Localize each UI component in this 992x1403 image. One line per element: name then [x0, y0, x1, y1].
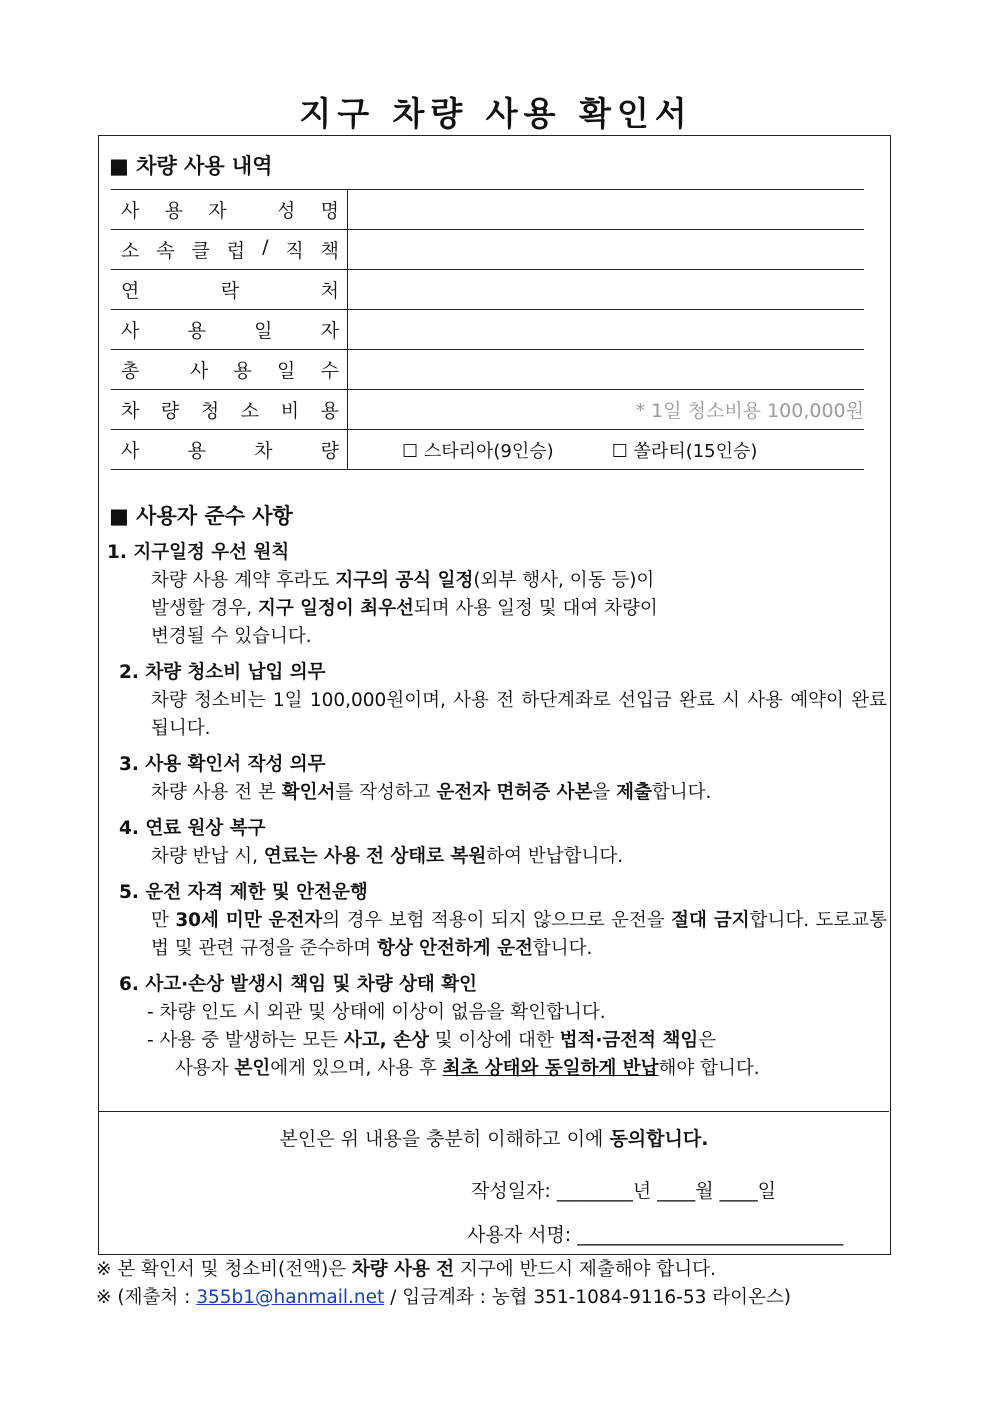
label-char: 용 — [320, 400, 339, 422]
usage-row-value[interactable] — [348, 350, 865, 390]
rule-text: 발생할 경우, — [151, 598, 258, 619]
usage-row — [111, 430, 864, 470]
rule-text: 하여 반납합니다. — [486, 846, 624, 867]
usage-row-label — [111, 190, 348, 230]
footer-text: 지구에 반드시 제출해야 합니다. — [454, 1259, 716, 1280]
rule-text: 사용자 — [175, 1058, 235, 1079]
rule-text-bold: 항상 안전하게 운전 — [377, 938, 533, 959]
rule-body — [151, 843, 887, 871]
cleaning-fee-field[interactable]: * 1일 청소비용 100,000원 — [348, 390, 865, 430]
label-char: 소 — [240, 400, 260, 422]
usage-row — [111, 390, 864, 430]
vehicle-options — [348, 437, 864, 463]
rule-text: - 차량 인도 시 외관 및 상태에 이상이 없음을 확인합니다. — [147, 1002, 606, 1023]
label-char: 사 — [121, 440, 140, 462]
label-char: 차 — [121, 400, 140, 422]
rule-text: 및 이상에 대한 — [428, 1030, 560, 1051]
footer-text: ※ 본 확인서 및 청소비(전액)은 — [96, 1259, 352, 1280]
usage-row-value[interactable] — [348, 230, 865, 270]
usage-row — [111, 350, 864, 390]
usage-row — [111, 190, 864, 230]
footer-text: / 입금계좌 : — [384, 1287, 492, 1308]
agreement-text-bold: 동의합니다. — [609, 1128, 709, 1150]
label-chars — [121, 316, 339, 343]
rule-body — [151, 779, 887, 807]
label-char: 차 — [254, 440, 273, 462]
label-char: 용 — [164, 200, 183, 222]
usage-row-value[interactable] — [348, 270, 865, 310]
agreement-text — [99, 1124, 889, 1151]
usage-row-label — [111, 230, 348, 270]
vehicle-checkbox-option[interactable]: ☐ 쏠라티(15인승) — [611, 440, 758, 462]
usage-row — [111, 310, 864, 350]
label-char: 직 — [285, 240, 304, 262]
label-char: 자 — [208, 200, 227, 222]
rule-text: 합니다. — [532, 938, 593, 959]
rule-text-bold: 제출 — [616, 782, 652, 803]
label-chars — [121, 436, 339, 463]
label-char: 연 — [121, 280, 140, 302]
label-char: 일 — [254, 320, 273, 342]
label-char: 럽 — [226, 240, 246, 262]
footer-line-2 — [96, 1284, 791, 1312]
label-char: 소 — [121, 240, 140, 262]
rule-title: 4. 연료 원상 복구 — [119, 818, 266, 839]
label-chars — [121, 356, 339, 383]
rule-text: 은 — [698, 1030, 717, 1051]
vehicle-choice-field[interactable] — [348, 430, 865, 470]
rule-text-underlined: 최초 상태와 동일하게 반납 — [442, 1058, 659, 1079]
rule-5 — [107, 879, 887, 963]
rules-list — [107, 539, 887, 1091]
label-char: 수 — [320, 360, 339, 382]
date-label: 작성일자: — [471, 1180, 551, 1202]
rule-text: 차량 사용 계약 후라도 — [151, 570, 336, 591]
rule-text: 의 경우 보험 적용이 되지 않으므로 운전을 — [322, 910, 672, 931]
label-char: 책 — [320, 240, 339, 262]
rule-body — [151, 567, 887, 651]
rule-text-bold: 지구의 공식 일정 — [335, 570, 474, 591]
label-char: 일 — [277, 360, 296, 382]
rule-text-bold: 연료는 사용 전 상태로 복원 — [263, 846, 487, 867]
rule-text-bold: 절대 금지 — [671, 910, 750, 931]
label-char: 락 — [220, 280, 240, 302]
agreement-box — [99, 1111, 889, 1255]
label-char: 자 — [320, 320, 339, 342]
label-char: 청 — [200, 400, 220, 422]
email-link[interactable]: 355b1@hanmail.net — [196, 1287, 385, 1308]
rule-text: 변경될 수 있습니다. — [151, 626, 312, 647]
label-chars — [121, 196, 339, 223]
rule-line — [175, 1055, 887, 1083]
account-info: 농협 351-1084-9116-53 라이온스) — [491, 1287, 791, 1308]
rules-section-heading: ■ 사용자 준수 사항 — [109, 504, 293, 528]
vehicle-checkbox-option[interactable]: ☐ 스타리아(9인승) — [402, 440, 554, 462]
rule-text: 해야 합니다. — [658, 1058, 760, 1079]
label-char: 사 — [189, 360, 209, 382]
rule-text: 합니다. 도로교통법 및 관련 규정을 준수하며 — [151, 910, 887, 959]
rule-text: 차량 사용 전 본 — [151, 782, 282, 803]
rule-3 — [107, 751, 887, 807]
rule-1 — [107, 539, 887, 651]
date-blank[interactable]: ________년 ____월 ____일 — [556, 1180, 777, 1202]
rule-text-bold: 운전자 면허증 사본 — [436, 782, 593, 803]
usage-row — [111, 230, 864, 270]
rule-text: 만 — [151, 910, 176, 931]
rule-text: 되며 사용 일정 및 대여 차량이 — [413, 598, 658, 619]
rule-title: 1. 지구일정 우선 원칙 — [107, 542, 290, 563]
rule-text: 합니다. — [651, 782, 712, 803]
rule-text: 에게 있으며, 사용 후 — [270, 1058, 443, 1079]
label-char: 사 — [121, 320, 140, 342]
rule-text-bold: 사고, 손상 — [343, 1030, 429, 1051]
label-char: / — [262, 236, 269, 258]
usage-section-heading: ■ 차량 사용 내역 — [109, 154, 273, 178]
label-char: 속 — [156, 240, 175, 262]
usage-row-value[interactable] — [348, 190, 865, 230]
signature-field[interactable] — [467, 1220, 843, 1247]
label-char: 처 — [320, 280, 339, 302]
rule-4 — [107, 815, 887, 871]
label-char: 성 — [277, 200, 296, 222]
usage-row-label — [111, 430, 348, 470]
label-char: 사 — [121, 200, 140, 222]
label-chars — [121, 276, 339, 303]
footer-notes — [96, 1256, 791, 1312]
footer-text-bold: 차량 사용 전 — [351, 1259, 455, 1280]
label-chars — [121, 236, 339, 263]
rule-title: 5. 운전 자격 제한 및 안전운행 — [119, 882, 368, 903]
label-char: 용 — [187, 440, 206, 462]
rule-title: 3. 사용 확인서 작성 의무 — [119, 754, 326, 775]
label-char: 총 — [121, 360, 140, 382]
label-char: 량 — [320, 440, 339, 462]
agreement-text-plain: 본인은 위 내용을 충분히 이해하고 이에 — [279, 1128, 610, 1150]
date-field[interactable] — [471, 1176, 776, 1203]
rule-text: 를 작성하고 — [335, 782, 437, 803]
rule-title: 6. 사고·손상 발생시 책임 및 차량 상태 확인 — [119, 974, 477, 995]
signature-label: 사용자 서명: — [467, 1224, 572, 1246]
rule-text: - 사용 중 발생하는 모든 — [147, 1030, 344, 1051]
label-char: 용 — [233, 360, 252, 382]
usage-row-value[interactable] — [348, 310, 865, 350]
usage-row-label — [111, 310, 348, 350]
rule-6 — [107, 971, 887, 1083]
form-frame — [98, 135, 891, 1255]
label-char: 용 — [187, 320, 206, 342]
usage-row — [111, 270, 864, 310]
usage-row-label — [111, 390, 348, 430]
rule-text: (외부 행사, 이동 등)이 — [473, 570, 655, 591]
usage-table — [111, 189, 864, 470]
label-char: 명 — [320, 200, 339, 222]
document-title: 지구 차량 사용 확인서 — [299, 94, 693, 133]
label-char: 량 — [160, 400, 180, 422]
rule-line — [147, 1027, 887, 1055]
rule-body — [151, 907, 887, 963]
rule-text-bold: 법적·금전적 책임 — [559, 1030, 699, 1051]
label-char: 비 — [280, 400, 300, 422]
rule-text-bold: 확인서 — [281, 782, 336, 803]
signature-blank[interactable]: ____________________________ — [577, 1224, 844, 1246]
footer-line-1 — [96, 1256, 791, 1284]
rule-text: 차량 반납 시, — [151, 846, 264, 867]
usage-row-label — [111, 270, 348, 310]
usage-row-label — [111, 350, 348, 390]
label-char: 클 — [191, 240, 210, 262]
rule-body: 차량 청소비는 1일 100,000원이며, 사용 전 하단계좌로 선입금 완료 시 사용 예약이 완료됩니다. — [151, 690, 887, 739]
rule-2 — [107, 659, 887, 743]
rule-text-bold: 30세 미만 운전자 — [175, 910, 323, 931]
rule-text-bold: 본인 — [234, 1058, 271, 1079]
rule-title: 2. 차량 청소비 납입 의무 — [119, 662, 326, 683]
label-chars — [121, 396, 339, 423]
rule-text-bold: 지구 일정이 최우선 — [258, 598, 414, 619]
rule-text: 을 — [592, 782, 617, 803]
footer-text: ※ (제출처 : — [96, 1287, 197, 1308]
